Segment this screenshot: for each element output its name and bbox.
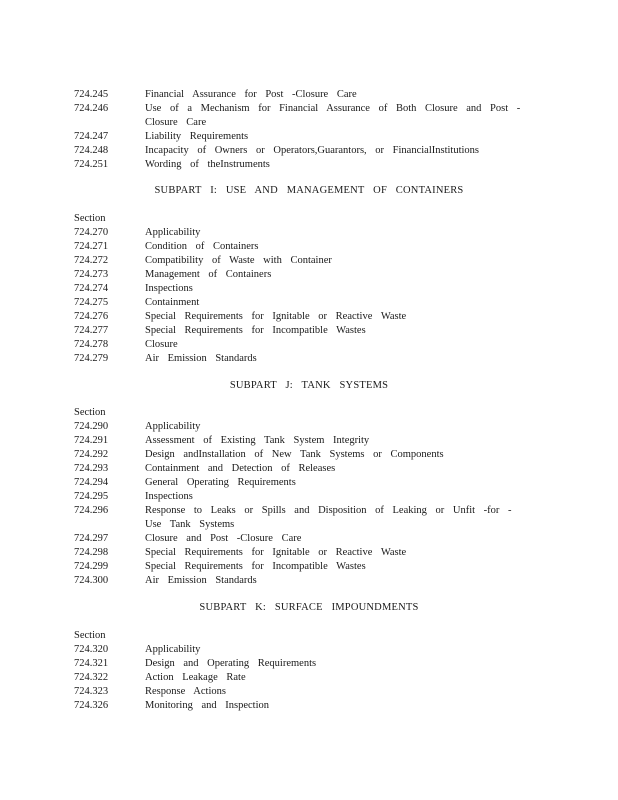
list-item: [74, 144, 544, 158]
section-title: Special Requirements for Ignitable or Reactive Waste: [145, 311, 407, 322]
section-title: Containment and Detection of Releases: [145, 463, 336, 474]
list-item: [74, 296, 544, 310]
list-item: [74, 282, 544, 296]
subpart-i-heading: SUBPART I: USE AND MANAGEMENT OF CONTAINERS: [154, 185, 464, 196]
list-item: [74, 88, 544, 102]
list-item: [74, 574, 544, 588]
list-item: [74, 254, 544, 268]
list-item: [74, 685, 544, 699]
section-title: Compatibility of Waste with Container: [145, 255, 332, 266]
section-title: Incapacity of Owners or Operators,Guarantors, or FinancialInstitutions: [145, 145, 479, 156]
section-title: Special Requirements for Incompatible Wastes: [145, 325, 366, 336]
subpart-j-heading: SUBPART J: TANK SYSTEMS: [229, 380, 389, 391]
list-item: [74, 324, 544, 338]
section-title: Response to Leaks or Spills and Disposition of Leaking or Unfit -for -Use Tank Systems: [145, 505, 512, 530]
section-title: Wording of theInstruments: [145, 159, 270, 170]
section-title: Closure: [145, 339, 178, 350]
list-item: [74, 420, 544, 434]
section-number: 724.326: [74, 700, 109, 711]
section-number: 724.295: [74, 491, 109, 502]
section-number: 724.275: [74, 297, 109, 308]
list-item: [74, 448, 544, 462]
section-number: 724.274: [74, 283, 109, 294]
list-item: [74, 546, 544, 560]
section-number: 724.300: [74, 575, 109, 586]
section-title: Financial Assurance for Post -Closure Care: [145, 89, 357, 100]
section-number: 724.297: [74, 533, 109, 544]
section-number: 724.270: [74, 227, 109, 238]
section-number: 724.273: [74, 269, 109, 280]
section-number: 724.323: [74, 686, 109, 697]
subpart-k-heading: SUBPART K: SURFACE IMPOUNDMENTS: [199, 602, 419, 613]
section-title: Special Requirements for Ignitable or Reactive Waste: [145, 547, 407, 558]
section-title: Design and Operating Requirements: [145, 658, 317, 669]
section-number: 724.298: [74, 547, 109, 558]
subpart-j-list: [74, 406, 544, 588]
section-title: Response Actions: [145, 686, 226, 697]
section-title: Closure and Post -Closure Care: [145, 533, 302, 544]
section-title: Design andInstallation of New Tank Systems or Components: [145, 449, 444, 460]
list-item: [74, 434, 544, 448]
section-number: 724.291: [74, 435, 109, 446]
list-item: [74, 338, 544, 352]
section-title: Applicability: [145, 644, 201, 655]
section-title: Management of Containers: [145, 269, 272, 280]
list-item: [74, 240, 544, 254]
section-title: Air Emission Standards: [145, 575, 257, 586]
list-item: [74, 462, 544, 476]
section-title: Inspections: [145, 491, 193, 502]
section-title: Liability Requirements: [145, 131, 249, 142]
section-number: 724.321: [74, 658, 109, 669]
list-item: [74, 699, 544, 713]
section-title: Action Leakage Rate: [145, 672, 246, 683]
list-item: [74, 560, 544, 574]
section-label: Section: [74, 213, 106, 224]
section-title: Assessment of Existing Tank System Integrity: [145, 435, 370, 446]
section-number: 724.320: [74, 644, 109, 655]
section-number: 724.272: [74, 255, 109, 266]
subpart-k-list: [74, 629, 544, 713]
section-number: 724.277: [74, 325, 109, 336]
section-title: Monitoring and Inspection: [145, 700, 269, 711]
section-title: General Operating Requirements: [145, 477, 296, 488]
section-number: 724.290: [74, 421, 109, 432]
list-item: [74, 504, 544, 532]
list-item: [74, 268, 544, 282]
section-number: 724.276: [74, 311, 109, 322]
section-number: 724.245: [74, 89, 109, 100]
list-item: [74, 158, 544, 172]
section-title: Inspections: [145, 283, 193, 294]
section-number: 724.278: [74, 339, 109, 350]
list-item: [74, 657, 544, 671]
list-item: [74, 532, 544, 546]
section-number: 724.248: [74, 145, 109, 156]
section-number: 724.246: [74, 103, 109, 114]
section-number: 724.296: [74, 505, 109, 516]
section-number: 724.292: [74, 449, 109, 460]
section-number: 724.299: [74, 561, 109, 572]
section-number: 724.322: [74, 672, 109, 683]
section-number: 724.293: [74, 463, 109, 474]
section-number: 724.247: [74, 131, 109, 142]
list-item: [74, 671, 544, 685]
list-item: [74, 130, 544, 144]
section-title: Use of a Mechanism for Financial Assurance of Both Closure and Post -Closure Care: [145, 103, 521, 128]
list-item: [74, 310, 544, 324]
section-label: Section: [74, 630, 106, 641]
section-list-continued: [74, 88, 544, 172]
list-item: [74, 352, 544, 366]
section-title: Special Requirements for Incompatible Wastes: [145, 561, 366, 572]
list-item: [74, 643, 544, 657]
section-title: Containment: [145, 297, 200, 308]
section-number: 724.279: [74, 353, 109, 364]
section-title: Applicability: [145, 421, 201, 432]
section-title: Air Emission Standards: [145, 353, 257, 364]
list-item: [74, 476, 544, 490]
section-number: 724.294: [74, 477, 109, 488]
list-item: [74, 102, 544, 130]
section-title: Condition of Containers: [145, 241, 259, 252]
section-label: Section: [74, 407, 106, 418]
section-title: Applicability: [145, 227, 201, 238]
subpart-i-list: [74, 212, 544, 366]
list-item: [74, 490, 544, 504]
list-item: [74, 226, 544, 240]
section-number: 724.251: [74, 159, 109, 170]
section-number: 724.271: [74, 241, 109, 252]
